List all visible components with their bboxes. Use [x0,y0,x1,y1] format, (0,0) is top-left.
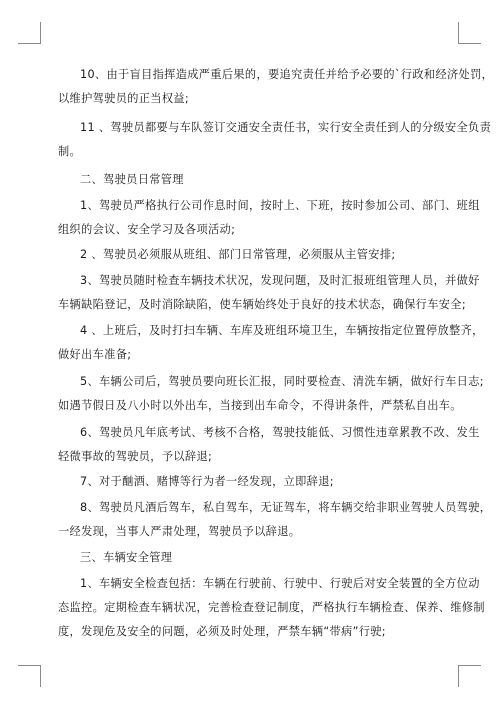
crop-mark-bottom-left-vertical [40,665,41,687]
crop-mark-top-left-vertical [40,22,41,44]
text-line: 一经发现，当事人严肃处理，驾驶员予以辞退。 [58,525,301,538]
text-line: 如遇节假日及八小时以外出车，当接到出车命令，不得讲条件，严禁私自出车。 [58,399,462,412]
crop-mark-top-left-horizontal [18,43,40,44]
text-line: 7、对于酗酒、赌博等行为者一经发现，立即辞退; [80,475,334,488]
section-heading: 二、驾驶员日常管理 [80,173,184,186]
text-line: 4 、上班后，及时打扫车辆、车库及班组环境卫生，车辆按指定位置停放整齐， [80,324,484,337]
text-line: 度，发现危及安全的问题，必须及时处理，严禁车辆“带病”行驶; [58,625,386,638]
crop-mark-bottom-left-horizontal [18,665,40,666]
text-line: 组织的会议、安全学习及各项活动; [58,223,236,236]
text-line: 11 、驾驶员都要与车队签订交通安全责任书，实行安全责任到人的分级安全负责 [80,121,492,134]
text-line: 1、驾驶员严格执行公司作息时间，按时上、下班，按时参加公司、部门、班组 [80,199,480,212]
crop-mark-top-right-horizontal [459,43,481,44]
text-line: 制。 [58,145,82,158]
crop-mark-bottom-right-vertical [458,665,459,687]
section-heading: 三、车辆安全管理 [80,551,173,564]
crop-mark-bottom-right-horizontal [459,665,481,666]
text-line: 2 、驾驶员必须服从班组、部门日常管理，必须服从主管安排; [80,248,396,261]
text-line: 6、驾驶员凡年底考试、考核不合格，驾驶技能低、习惯性违章累教不改、发生 [80,426,480,439]
text-line: 以维护驾驶员的正当权益; [58,92,190,105]
text-line: 车辆缺陷登记，及时消除缺陷，使车辆始终处于良好的技术状态，确保行车安全; [58,298,466,311]
crop-mark-top-right-vertical [458,22,459,44]
text-line: 10、由于盲目指挥造成严重后果的，要追究责任并给予必要的`行政和经济处罚， [80,68,494,81]
text-line: 做好出车准备; [58,348,132,361]
text-line: 8、驾驶员凡酒后驾车，私自驾车，无证驾车，将车辆交给非职业驾驶人员驾驶， [80,501,492,514]
text-line: 5、车辆公司后，驾驶员要向班长汇报，同时要检查、清洗车辆，做好行车日志; [80,375,484,388]
text-line: 1、车辆安全检查包括：车辆在行驶前、行驶中、行驶后对安全装置的全方位动 [80,577,480,590]
text-line: 3、驾驶员随时检查车辆技术状况，发现问题，及时汇报班组管理人员，并做好 [80,274,480,287]
text-line: 轻微事故的驾驶员，予以辞退; [58,450,213,463]
text-line: 态监控。定期检查车辆状况，完善检查登记制度，严格执行车辆检查、保养、维修制 [58,601,485,614]
